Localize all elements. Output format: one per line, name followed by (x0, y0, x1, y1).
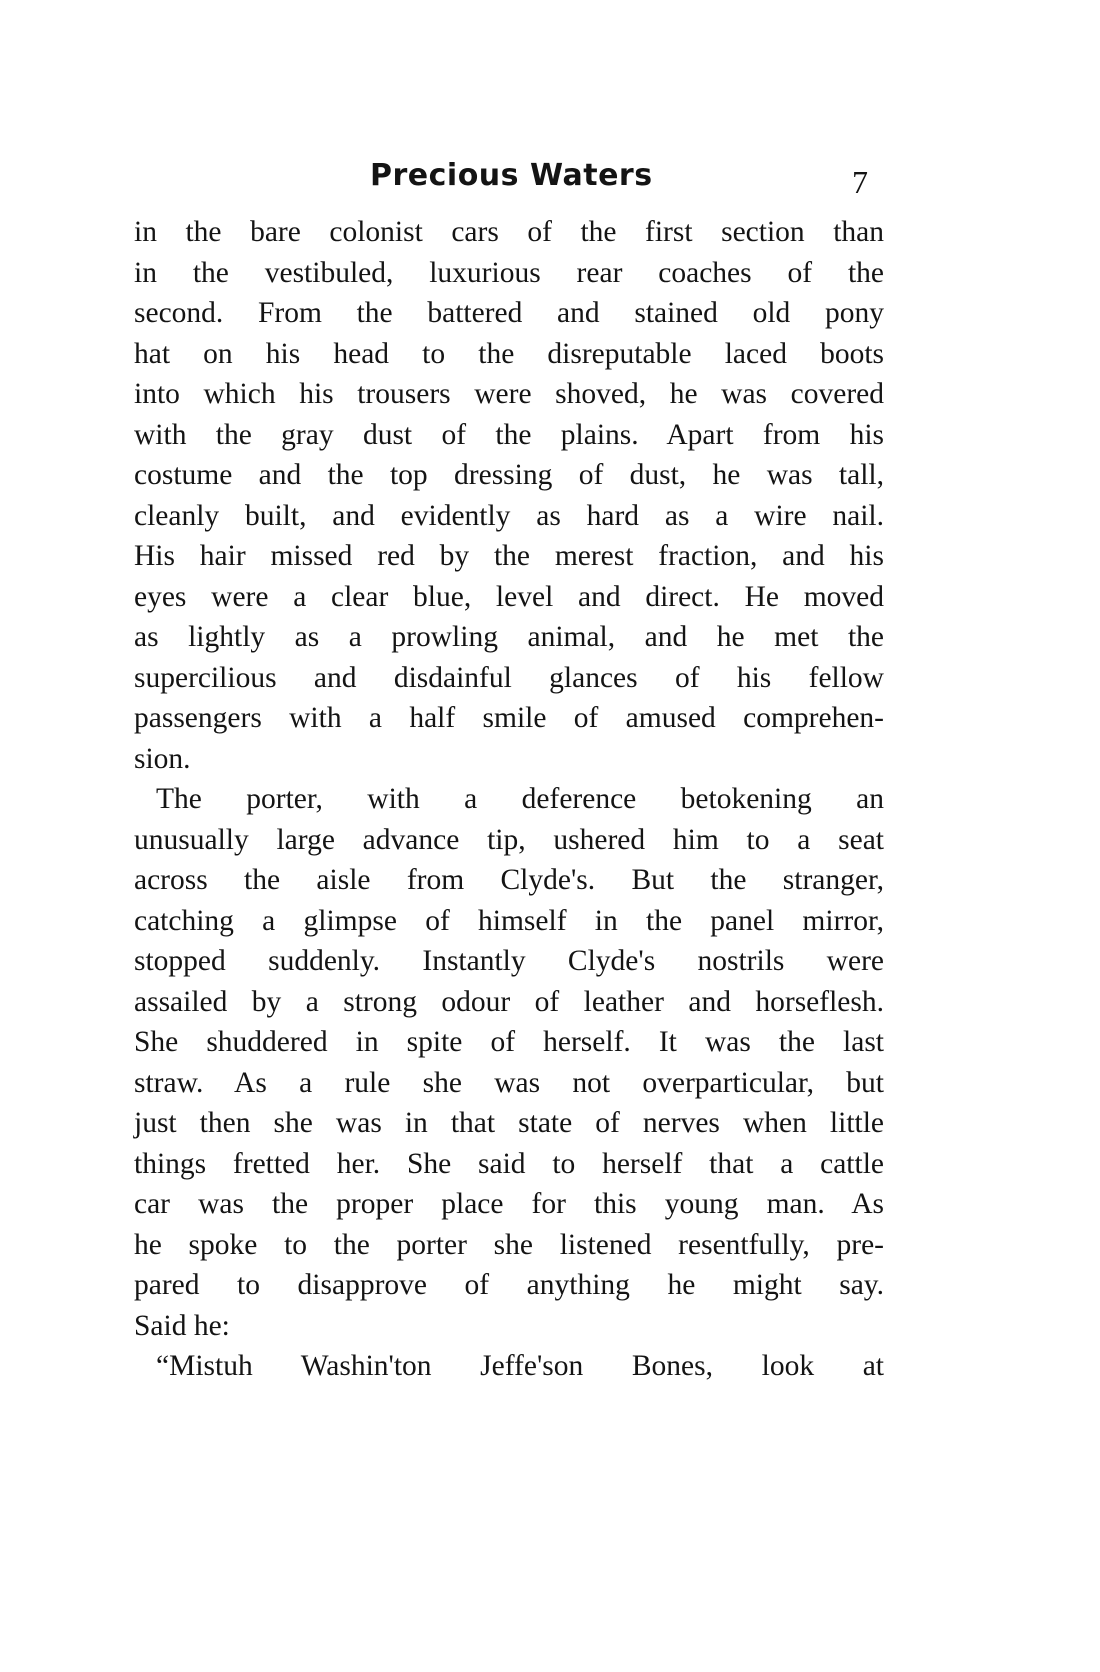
text-line: His hair missed red by the merest fraction, and his (134, 540, 884, 572)
text-line: cleanly built, and evidently as hard as a wire nail. (134, 499, 884, 532)
text-line: costume and the top dressing of dust, he was tall, (134, 459, 884, 491)
text-line: just then she was in that state of nerves when little (134, 1107, 884, 1139)
page-header (134, 150, 884, 200)
text-line: across the aisle from Clyde's. But the stranger, (134, 864, 884, 896)
text-line: unusually large advance tip, ushered him to a seat (134, 823, 884, 856)
text-line: eyes were a clear blue, level and direct. He moved (134, 580, 884, 613)
text-line: The porter, with a deference betokening an (156, 783, 884, 815)
text-line: Said he: (134, 1309, 230, 1342)
text-line: in the bare colonist cars of the first section than (134, 216, 884, 248)
text-line: with the gray dust of the plains. Apart from his (134, 418, 884, 451)
text-line: hat on his head to the disreputable laced boots (134, 337, 884, 370)
text-line: sion. (134, 742, 191, 775)
text-line: straw. As a rule she was not overparticular, but (134, 1066, 884, 1099)
text-line: “Mistuh Washin'ton Jeffe'son Bones, look at (156, 1350, 884, 1382)
text-line: supercilious and disdainful glances of his fellow (134, 661, 884, 694)
text-line: pared to disapprove of anything he might say. (134, 1269, 884, 1301)
text-line: as lightly as a prowling animal, and he met the (134, 621, 884, 653)
text-line: things fretted her. She said to herself that a cattle (134, 1147, 884, 1180)
text-line: he spoke to the porter she listened resentfully, pre- (134, 1228, 884, 1261)
body-text (134, 212, 884, 1387)
text-line: assailed by a strong odour of leather and horseflesh. (134, 985, 884, 1018)
running-title: Precious Waters (370, 158, 653, 193)
text-line: stopped suddenly. Instantly Clyde's nostrils were (134, 945, 884, 977)
text-line: into which his trousers were shoved, he was covered (134, 378, 884, 410)
text-line: car was the proper place for this young man. As (134, 1188, 884, 1220)
page-number: 7 (852, 164, 868, 200)
text-line: She shuddered in spite of herself. It was the last (134, 1026, 884, 1058)
text-line: second. From the battered and stained old pony (134, 297, 884, 329)
text-line: passengers with a half smile of amused comprehen- (134, 702, 884, 734)
text-line: catching a glimpse of himself in the panel mirror, (134, 904, 884, 937)
text-line: in the vestibuled, luxurious rear coaches of the (134, 256, 884, 289)
